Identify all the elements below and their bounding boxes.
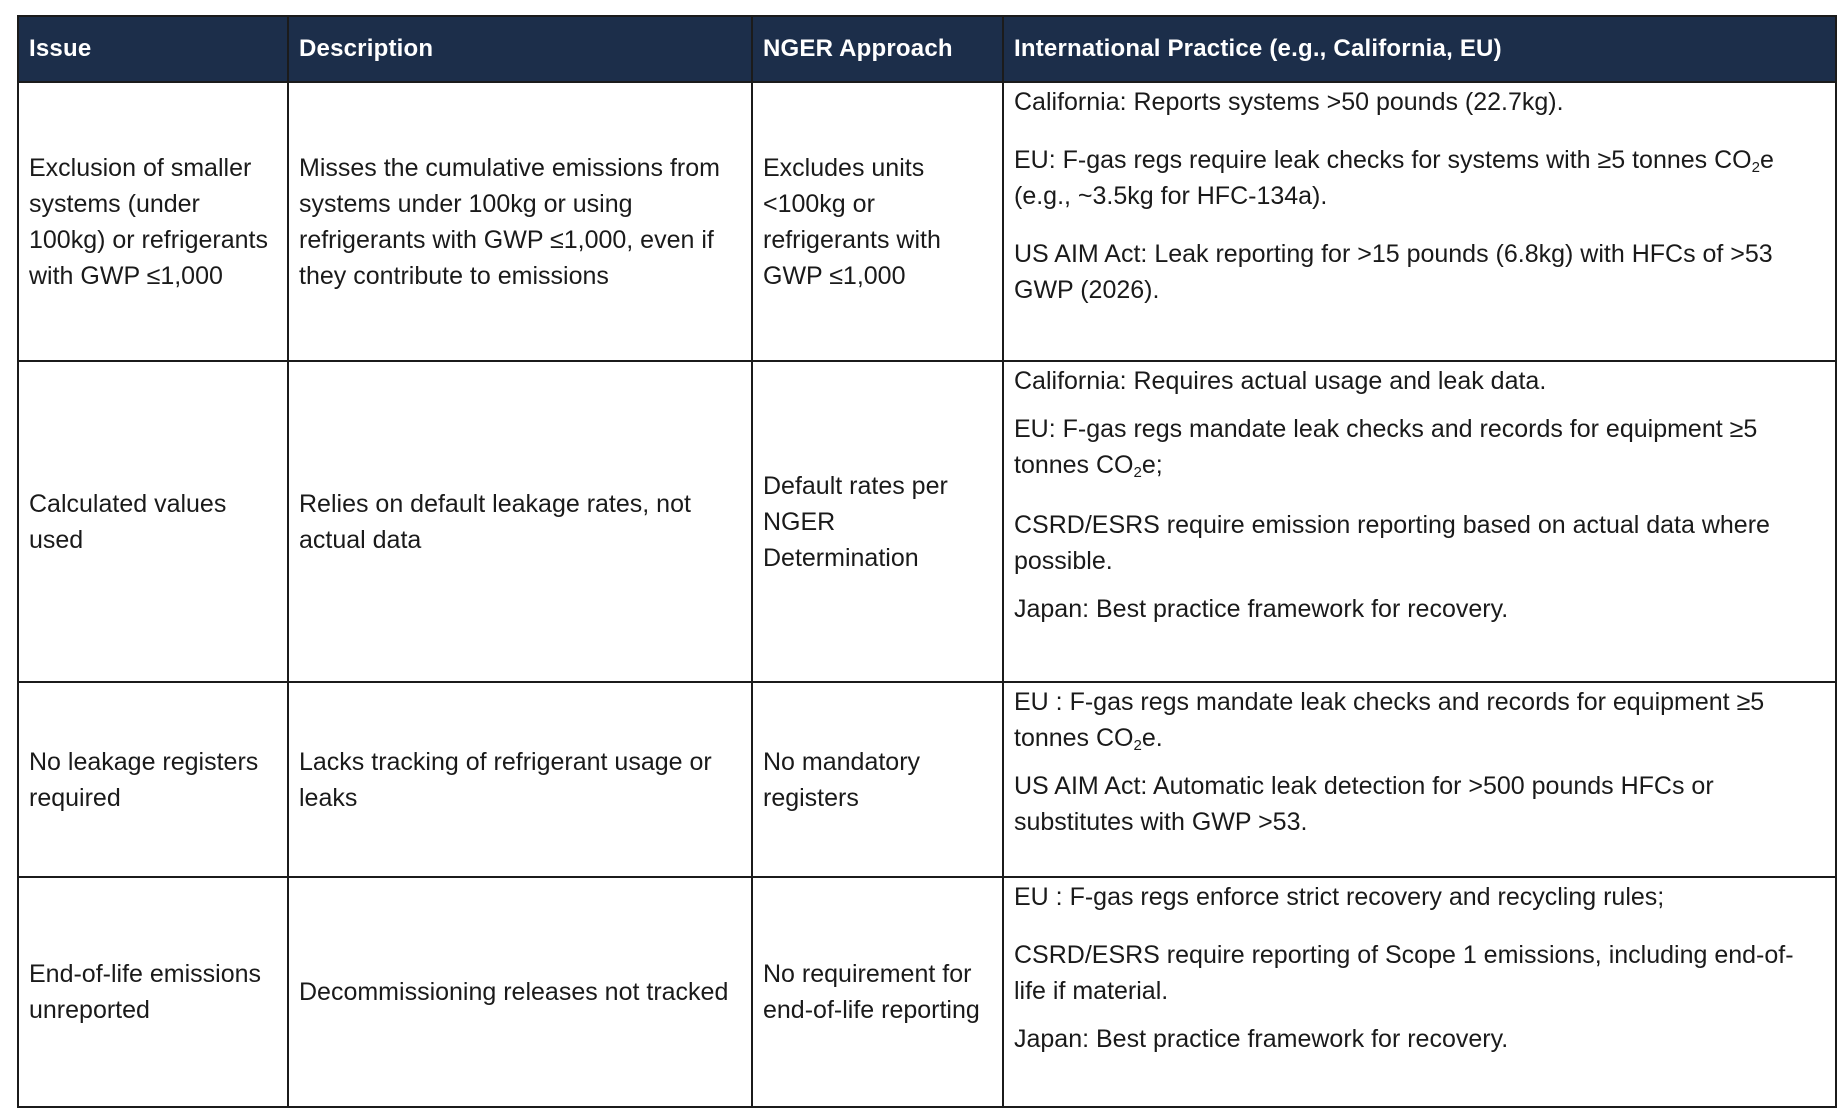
practice-note-text: EU: F-gas regs require leak checks for systems with ≥5 tonnes CO <box>1014 146 1752 174</box>
nger-approach-cell: Default rates per NGER Determination <box>752 361 1003 682</box>
international-practice-cell <box>1003 361 1836 682</box>
description-cell: Decommissioning releases not tracked <box>288 877 752 1107</box>
description-cell: Misses the cumulative emissions from systems under 100kg or using refrigerants with GWP ≤1,000, even if they contribute to emissions <box>288 82 752 361</box>
international-practice-cell <box>1003 82 1836 361</box>
practice-note: Japan: Best practice framework for recovery. <box>1014 595 1509 623</box>
description-cell: Relies on default leakage rates, not actual data <box>288 361 752 682</box>
subscript: 2 <box>1133 464 1142 481</box>
table-header <box>18 16 1836 82</box>
table-row <box>18 82 1836 361</box>
header-issue: Issue <box>18 16 288 82</box>
issue-cell: Calculated values used <box>18 361 288 682</box>
header-nger-approach: NGER Approach <box>752 16 1003 82</box>
practice-note: US AIM Act: Automatic leak detection for >500 pounds HFCs or substitutes with GWP >53. <box>1014 772 1714 836</box>
nger-approach-cell: Excludes units <100kg or refrigerants with GWP ≤1,000 <box>752 82 1003 361</box>
issue-cell: Exclusion of smaller systems (under 100kg) or refrigerants with GWP ≤1,000 <box>18 82 288 361</box>
table-row <box>18 361 1836 682</box>
practice-note: CSRD/ESRS require reporting of Scope 1 emissions, including end-of-life if material. <box>1014 941 1794 1005</box>
international-practice-cell <box>1003 877 1836 1107</box>
description-cell: Lacks tracking of refrigerant usage or leaks <box>288 682 752 877</box>
practice-note: EU : F-gas regs enforce strict recovery and recycling rules; <box>1014 883 1665 911</box>
subscript: 2 <box>1133 737 1142 754</box>
header-row <box>18 16 1836 82</box>
practice-note: CSRD/ESRS require emission reporting based on actual data where possible. <box>1014 511 1770 575</box>
issue-cell: End-of-life emissions unreported <box>18 877 288 1107</box>
practice-note <box>1014 142 1825 214</box>
header-international-practice: International Practice (e.g., California, EU) <box>1003 16 1836 82</box>
practice-note: California: Reports systems >50 pounds (22.7kg). <box>1014 88 1564 116</box>
subscript: 2 <box>1751 159 1760 176</box>
header-description: Description <box>288 16 752 82</box>
practice-note: Japan: Best practice framework for recovery. <box>1014 1025 1509 1053</box>
table-body <box>18 82 1836 1107</box>
issue-cell: No leakage registers required <box>18 682 288 877</box>
nger-approach-cell: No requirement for end-of-life reporting <box>752 877 1003 1107</box>
practice-note-text: e (e.g., ~3.5kg for HFC-134a). <box>1014 146 1774 210</box>
practice-note-text: EU : F-gas regs mandate leak checks and records for equipment ≥5 tonnes CO <box>1014 688 1765 752</box>
nger-approach-cell: No mandatory registers <box>752 682 1003 877</box>
practice-note: US AIM Act: Leak reporting for >15 pounds (6.8kg) with HFCs of >53 GWP (2026). <box>1014 240 1773 304</box>
practice-note-text: EU: F-gas regs mandate leak checks and records for equipment ≥5 tonnes CO <box>1014 415 1758 479</box>
practice-note-text: e; <box>1141 451 1163 479</box>
practice-note <box>1014 684 1825 756</box>
table-row <box>18 682 1836 877</box>
practice-note-text: e. <box>1141 724 1163 752</box>
comparison-table <box>17 15 1837 1108</box>
practice-note: California: Requires actual usage and leak data. <box>1014 367 1547 395</box>
international-practice-cell <box>1003 682 1836 877</box>
table-row <box>18 877 1836 1107</box>
practice-note <box>1014 411 1825 483</box>
